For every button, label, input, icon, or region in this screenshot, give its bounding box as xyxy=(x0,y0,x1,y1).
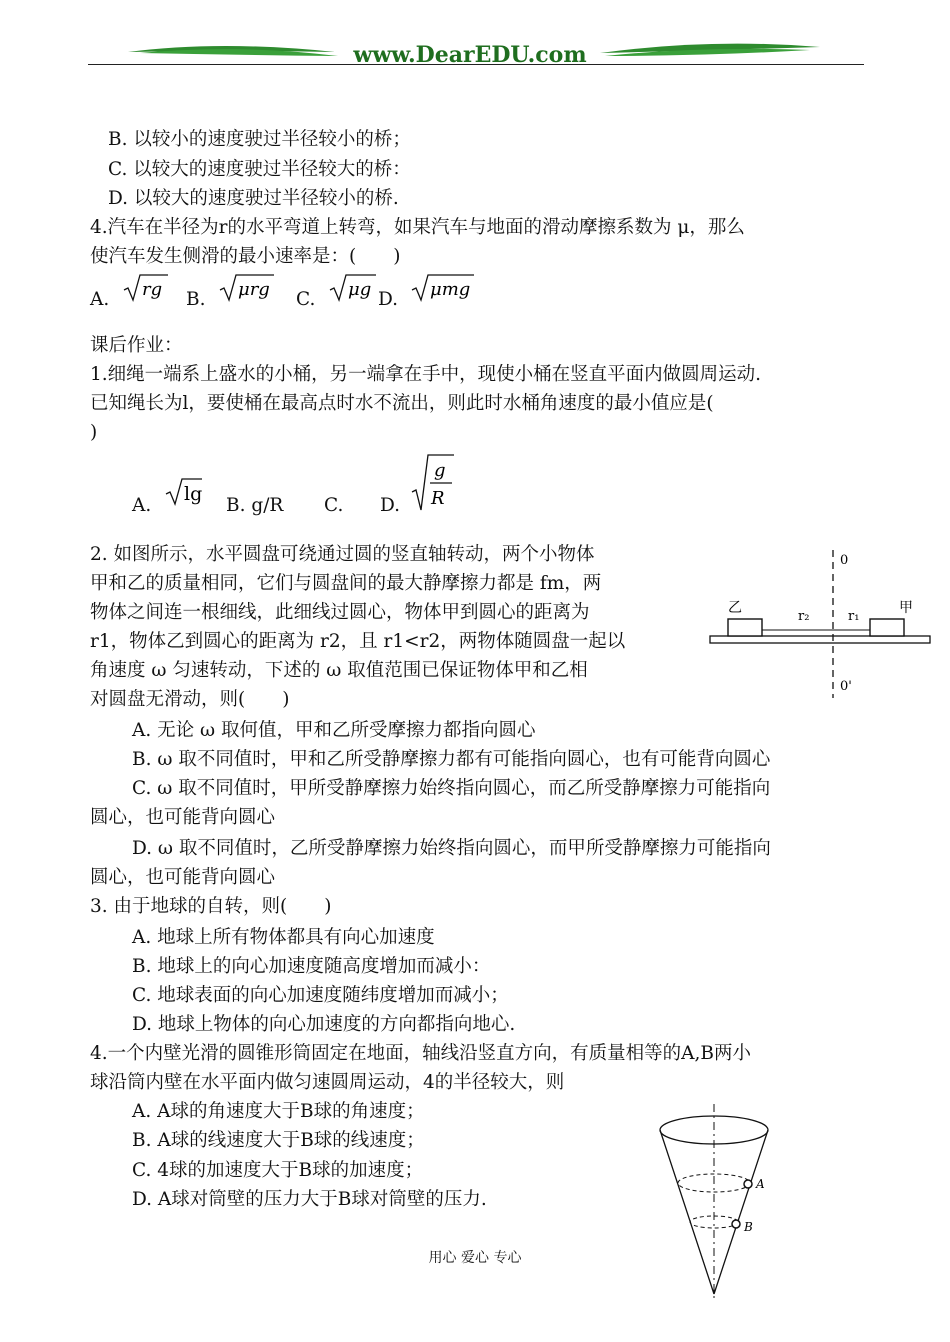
hw-q1-line-3: ) xyxy=(90,422,98,443)
hw-q2-option-c-line-2: 圆心，也可能背向圆心 xyxy=(90,807,276,828)
homework-title: 课后作业： xyxy=(90,335,183,356)
site-logo-text: www.DearEDU.com xyxy=(353,42,587,68)
hw-q3-option-b: B. 地球上的向心加速度随高度增加而减小： xyxy=(132,956,491,977)
q4-option-d-sqrt xyxy=(410,272,476,304)
hw-q1-option-d-sqrt-fraction xyxy=(410,452,456,514)
hw-q1-option-a-sqrt xyxy=(164,476,204,508)
hw-q1-option-a-label: A. xyxy=(132,495,152,516)
header-divider xyxy=(88,64,864,65)
hw-q2-option-d-line-1: D. ω 取不同值时，乙所受静摩擦力始终指向圆心，而甲所受静摩擦力可能指向 xyxy=(132,838,771,859)
hw-q2-line-1: 2. 如图所示，水平圆盘可绕通过圆的竖直轴转动，两个小物体 xyxy=(90,544,595,565)
cone-right-wall xyxy=(714,1130,768,1294)
hw-q4-option-b: B. A球的线速度大于B球的线速度； xyxy=(132,1130,425,1151)
hw-q1-option-d-numerator: g xyxy=(434,460,446,481)
object-yi-block xyxy=(728,619,762,636)
hw-q3-option-c: C. 地球表面的向心加速度随纬度增加而减小； xyxy=(132,985,509,1006)
q4-option-c-label: C. xyxy=(296,289,316,310)
prev-q-option-d: D. 以较大的速度驶过半径较小的桥. xyxy=(108,188,399,209)
page-header xyxy=(0,0,950,80)
hw-q2-option-c-line-1: C. ω 取不同值时，甲所受静摩擦力始终指向圆心，而乙所受静摩擦力可能指向 xyxy=(132,778,771,799)
hw-q2-option-b: B. ω 取不同值时，甲和乙所受静摩擦力都有可能指向圆心，也有可能背向圆心 xyxy=(132,749,771,770)
distance-r1-label: r₁ xyxy=(848,609,860,624)
q4-stem-line-2: 使汽车发生侧滑的最小速率是：( ) xyxy=(90,246,401,267)
q4-option-d-label: D. xyxy=(378,289,399,310)
hw-q2-line-4: r1，物体乙到圆心的距离为 r2，且 r1<r2，两物体随圆盘一起以 xyxy=(90,631,626,652)
ball-b xyxy=(732,1220,740,1228)
hw-q4-option-d: D. A球对筒壁的压力大于B球对筒壁的压力. xyxy=(132,1189,487,1210)
hw-q3-option-a: A. 地球上所有物体都具有向心加速度 xyxy=(132,927,435,948)
q4-option-c-sqrt xyxy=(328,272,378,304)
header-logo-banner xyxy=(0,0,950,80)
object-jia-block xyxy=(870,619,904,636)
axis-top-label: 0 xyxy=(840,553,849,568)
cone-figure xyxy=(650,1100,780,1305)
hw-q2-line-3: 物体之间连一根细线，此细线过圆心，物体甲到圆心的距离为 xyxy=(90,602,590,623)
hw-q2-option-d-line-2: 圆心，也可能背向圆心 xyxy=(90,867,276,888)
q4-option-b-label: B. xyxy=(186,289,206,310)
hw-q1-option-b: B. g/R xyxy=(226,495,284,516)
prev-q-option-b: B. 以较小的速度驶过半径较小的桥； xyxy=(108,129,411,150)
hw-q3-stem: 3. 由于地球的自转，则( ) xyxy=(90,896,332,917)
hw-q1-option-c: C. xyxy=(324,495,344,516)
hw-q2-line-2: 甲和乙的质量相同，它们与圆盘间的最大静摩擦力都是 fm，两 xyxy=(90,573,602,594)
disk-plate xyxy=(710,636,930,643)
hw-q1-option-d-label: D. xyxy=(380,495,401,516)
q4-option-a-label: A. xyxy=(90,289,110,310)
distance-r2-label: r₂ xyxy=(798,609,810,624)
q4-stem-line-1: 4.汽车在半径为r的水平弯道上转弯，如果汽车与地面的滑动摩擦系数为 μ，那么 xyxy=(90,217,745,238)
page-footer: 用心 爱心 专心 xyxy=(428,1250,522,1266)
hw-q4-option-a: A. A球的角速度大于B球的角速度； xyxy=(132,1101,425,1122)
hw-q4-line-2: 球沿筒内壁在水平面内做匀速圆周运动，4的半径较大，则 xyxy=(90,1072,565,1093)
axis-bottom-label: 0' xyxy=(840,679,852,694)
hw-q3-option-d: D. 地球上物体的向心加速度的方向都指向地心. xyxy=(132,1014,516,1035)
hw-q1-option-a-expr: lg xyxy=(184,483,203,505)
hw-q4-option-c: C. 4球的加速度大于B球的加速度； xyxy=(132,1160,424,1181)
hw-q2-option-a: A. 无论 ω 取何值，甲和乙所受摩擦力都指向圆心 xyxy=(132,720,536,741)
q4-option-a-sqrt xyxy=(122,272,170,304)
q4-option-a-expr: rg xyxy=(142,279,163,300)
cone-top-rim xyxy=(660,1116,768,1144)
q4-option-d-expr: μmg xyxy=(430,279,471,300)
prev-q-option-c: C. 以较大的速度驶过半径较大的桥： xyxy=(108,159,411,180)
q4-option-b-expr: μrg xyxy=(238,279,270,300)
q4-option-b-sqrt xyxy=(218,272,276,304)
object-yi-label: 乙 xyxy=(728,600,742,616)
rotating-disk-figure xyxy=(700,540,940,705)
hw-q1-line-1: 1.细绳一端系上盛水的小桶，另一端拿在手中，现使小桶在竖直平面内做圆周运动. xyxy=(90,364,762,385)
object-jia-label: 甲 xyxy=(899,600,913,616)
ball-b-label: B xyxy=(744,1220,753,1234)
hw-q4-line-1: 4.一个内壁光滑的圆锥形筒固定在地面，轴线沿竖直方向，有质量相等的A,B两小 xyxy=(90,1043,751,1064)
ball-a-label: A xyxy=(756,1177,765,1191)
q4-option-c-expr: μg xyxy=(348,279,372,300)
hw-q1-option-d-denominator: R xyxy=(431,488,445,509)
ball-a xyxy=(744,1180,752,1188)
hw-q2-line-5: 角速度 ω 匀速转动，下述的 ω 取值范围已保证物体甲和乙相 xyxy=(90,660,588,681)
hw-q2-line-6: 对圆盘无滑动，则( ) xyxy=(90,689,290,710)
cone-left-wall xyxy=(660,1130,714,1294)
hw-q1-line-2: 已知绳长为l，要使桶在最高点时水不流出，则此时水桶角速度的最小值应是( xyxy=(90,393,714,414)
